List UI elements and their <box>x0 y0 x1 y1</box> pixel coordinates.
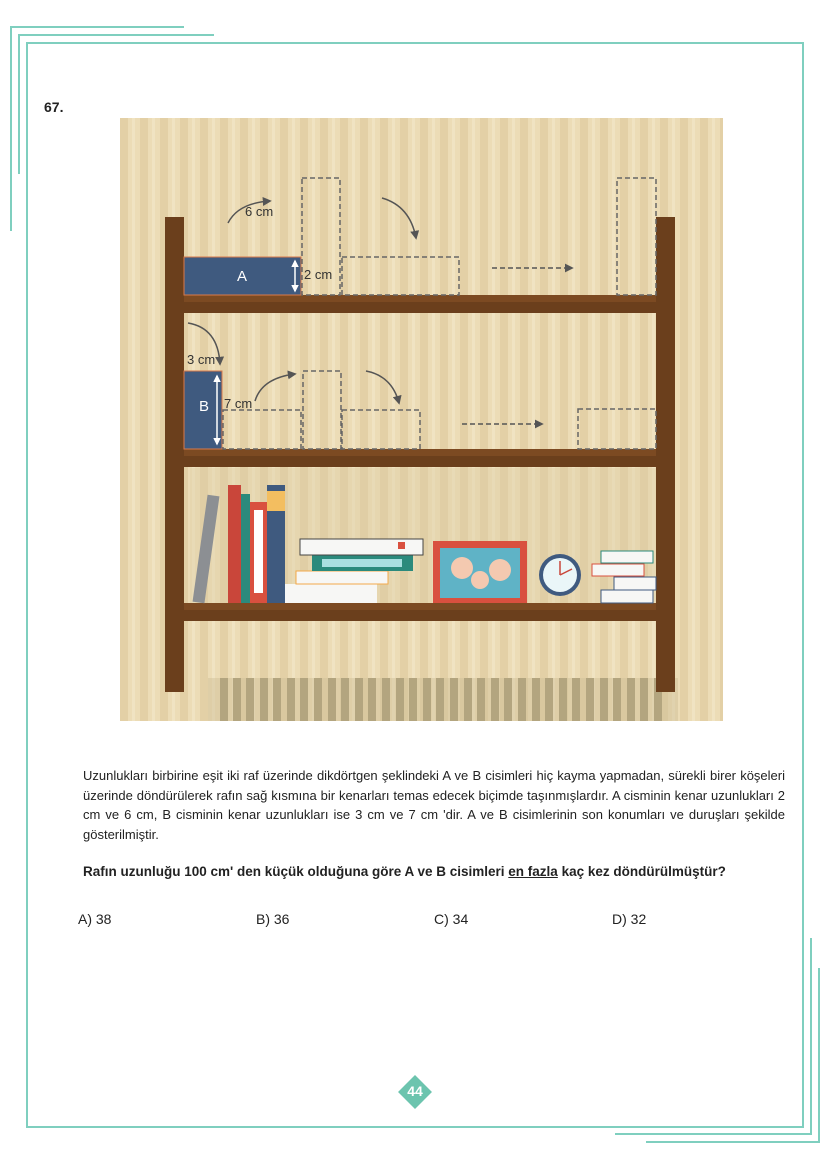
page-number: 44 <box>407 1083 423 1099</box>
label-b-height: 7 cm <box>224 396 253 411</box>
frame-line-bottom-3 <box>26 1126 804 1128</box>
prompt-before: Rafın uzunluğu 100 cm' den küçük olduğuna göre A ve B cisimleri <box>83 864 509 879</box>
prompt-after: kaç kez döndürülmüştür? <box>557 864 726 879</box>
frame-line-bottom-1 <box>646 1141 820 1143</box>
question-prompt <box>83 864 726 879</box>
label-a: A <box>236 268 248 285</box>
question-paragraph: Uzunlukları birbirine eşit iki raf üzerinde dikdörtgen şeklindeki A ve B cisimleri hiç kayma yapmadan, sürekli birer köşeleri üzerinde döndürülerek rafın sağ kısmına bir kenarları temas edecek biçimde taşınmışlardır. A cisminin kenar uzunlukları 2 cm ve 6 cm, B cisminin kenar uzunlukları ise 3 cm ve 7 cm 'dir. A ve B cisimlerinin son konumları ve duruşları şekilde gösterilmiştir. <box>83 768 785 842</box>
frame-line-right-3 <box>802 42 804 1128</box>
frame-line-bottom-2 <box>615 1133 812 1135</box>
question-number: 67. <box>44 99 64 115</box>
label-b: B <box>198 398 210 415</box>
prompt-emphasis: en fazla <box>508 864 558 879</box>
frame-line-left-1 <box>10 26 12 231</box>
frame-line-top-3 <box>26 42 803 44</box>
frame-line-top-2 <box>18 34 214 36</box>
frame-line-left-2 <box>18 34 20 174</box>
frame-line-left-3 <box>26 42 28 1128</box>
option-b[interactable]: B) 36 <box>256 911 290 927</box>
option-d[interactable]: D) 32 <box>612 911 647 927</box>
label-a-width: 6 cm <box>245 204 274 219</box>
label-b-width: 3 cm <box>187 352 216 367</box>
frame-line-right-2 <box>810 938 812 1134</box>
frame-line-top-1 <box>10 26 184 28</box>
frame-line-right-1 <box>818 968 820 1142</box>
option-c[interactable]: C) 34 <box>434 911 469 927</box>
label-a-height: 2 cm <box>304 267 333 282</box>
option-a[interactable]: A) 38 <box>78 911 112 927</box>
page-number-badge <box>398 1075 432 1109</box>
bookshelf-figure <box>120 118 723 721</box>
